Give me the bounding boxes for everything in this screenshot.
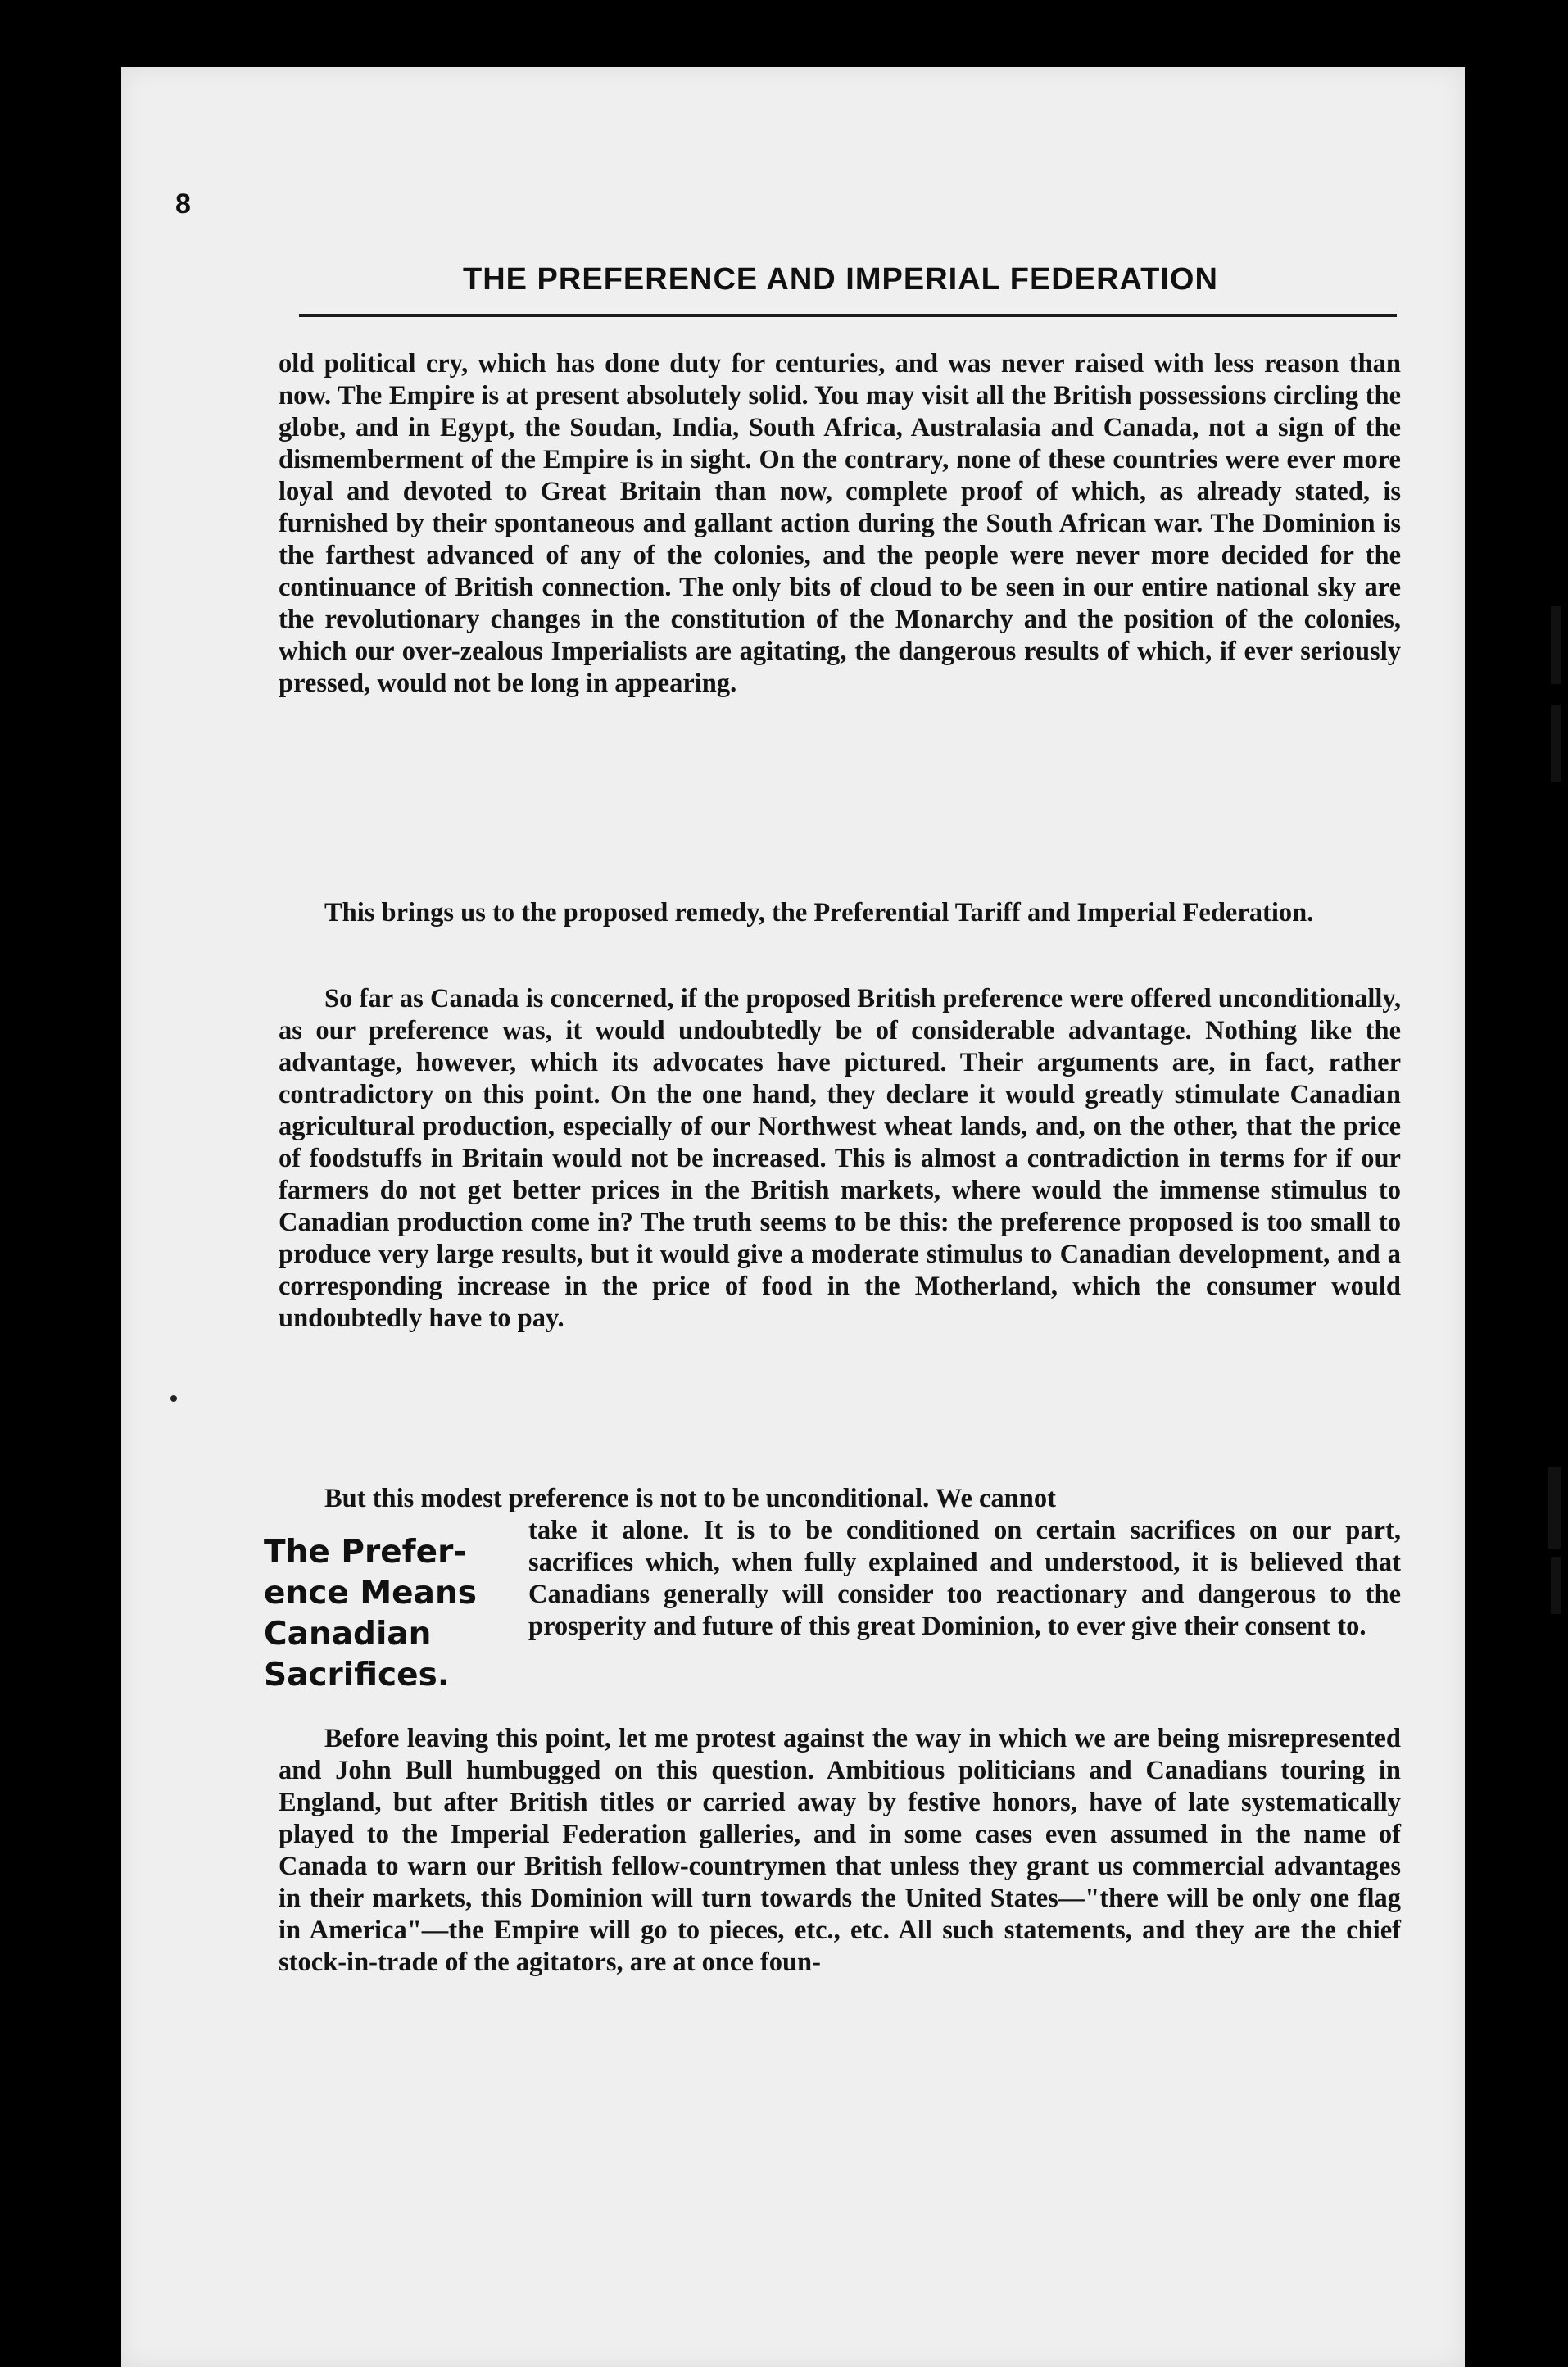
- paragraph-2: [279, 897, 1401, 929]
- margin-sidenote: [264, 1532, 510, 1696]
- running-title: THE PREFERENCE AND IMPERIAL FEDERATION: [463, 262, 1218, 297]
- paragraph-2-text: This brings us to the proposed remedy, the Preferential Tariff and Imperial Federation.: [324, 898, 1314, 927]
- paragraph-4-wrap: take it alone. It is to be conditioned on certain sacrifices on our part, sacrifices which, when fully explained and understood, it is believed that Canadians generally will consider too reactionary and dangerous to the prosperity and future of this great Dominion, to ever give their consent to.: [528, 1516, 1401, 1641]
- scan-edge-mark-4: [1551, 1557, 1561, 1614]
- ink-speck: [170, 1395, 177, 1402]
- paragraph-5: [279, 1723, 1401, 1979]
- paragraph-3-text: So far as Canada is concerned, if the proposed British preference were offered unconditionally, as our preference was, it would undoubtedly be of considerable advantage. Nothing like the advantage, however, which its advocates have pictured. Their arguments are, in fact, rather contradictory on this point. On the one hand, they declare it would greatly stimulate Canadian agricultural production, especially of our Northwest wheat lands, and, on the other, that the price of foodstuffs in Britain would not be increased. This is almost a contradiction in terms for if our farmers do not get better prices in the British markets, where would the immense stimulus to Canadian production come in? The truth seems to be this: the preference proposed is too small to produce very large results, but it would give a moderate stimulus to Canadian development, and a corresponding increase in the price of food in the Motherland, which the consumer would undoubtedly have to pay.: [279, 984, 1401, 1333]
- sidenote-line-1: The Prefer-: [264, 1534, 467, 1571]
- paragraph-5-text: Before leaving this point, let me protest against the way in which we are being misrepresented and John Bull humbugged on this question. Ambitious politicians and Canadians touring in England, but after British titles or carried away by festive honors, have of late systematically played to the Imperial Federation galleries, and in some cases even assumed in the name of Canada to warn our British fellow-countrymen that unless they grant us commercial advantages in their markets, this Dominion will turn towards the United States—"there will be only one flag in America"—the Empire will go to pieces, etc., etc. All such statements, and they are the chief stock-in-trade of the agitators, are at once foun-: [279, 1724, 1401, 1977]
- sidenote-line-4: Sacrifices.: [264, 1657, 450, 1694]
- paragraph-4-lead: [279, 1483, 1401, 1515]
- scan-edge-mark-3: [1548, 1467, 1561, 1549]
- scan-edge-mark-2: [1551, 705, 1561, 782]
- paragraph-1-text: old political cry, which has done duty for centuries, and was never raised with less reason than now. The Empire is at present absolutely solid. You may visit all the British possessions circling the globe, and in Egypt, the Soudan, India, South Africa, Australasia and Canada, not a sign of the dismemberment of the Empire is in sight. On the contrary, none of these countries were ever more loyal and devoted to Great Britain than now, complete proof of which, as already stated, is furnished by their spontaneous and gallant action during the South African war. The Dominion is the farthest advanced of any of the colonies, and the people were never more decided for the continuance of British connection. The only bits of cloud to be seen in our entire national sky are the revolutionary changes in the constitution of the Monarchy and the position of the colonies, which our over-zealous Imperialists are agitating, the dangerous results of which, if ever seriously pressed, would not be long in appearing.: [279, 349, 1401, 698]
- scan-edge-mark-1: [1551, 606, 1561, 684]
- paragraph-3: [279, 983, 1401, 1335]
- paragraph-1: [279, 348, 1401, 700]
- header-rule: [299, 314, 1397, 317]
- sidenote-line-2: ence Means: [264, 1575, 477, 1612]
- sidenote-line-3: Canadian: [264, 1616, 432, 1653]
- paragraph-4-lead-text: But this modest preference is not to be unconditional. We cannot: [324, 1484, 1056, 1513]
- page-number: 8: [175, 188, 191, 220]
